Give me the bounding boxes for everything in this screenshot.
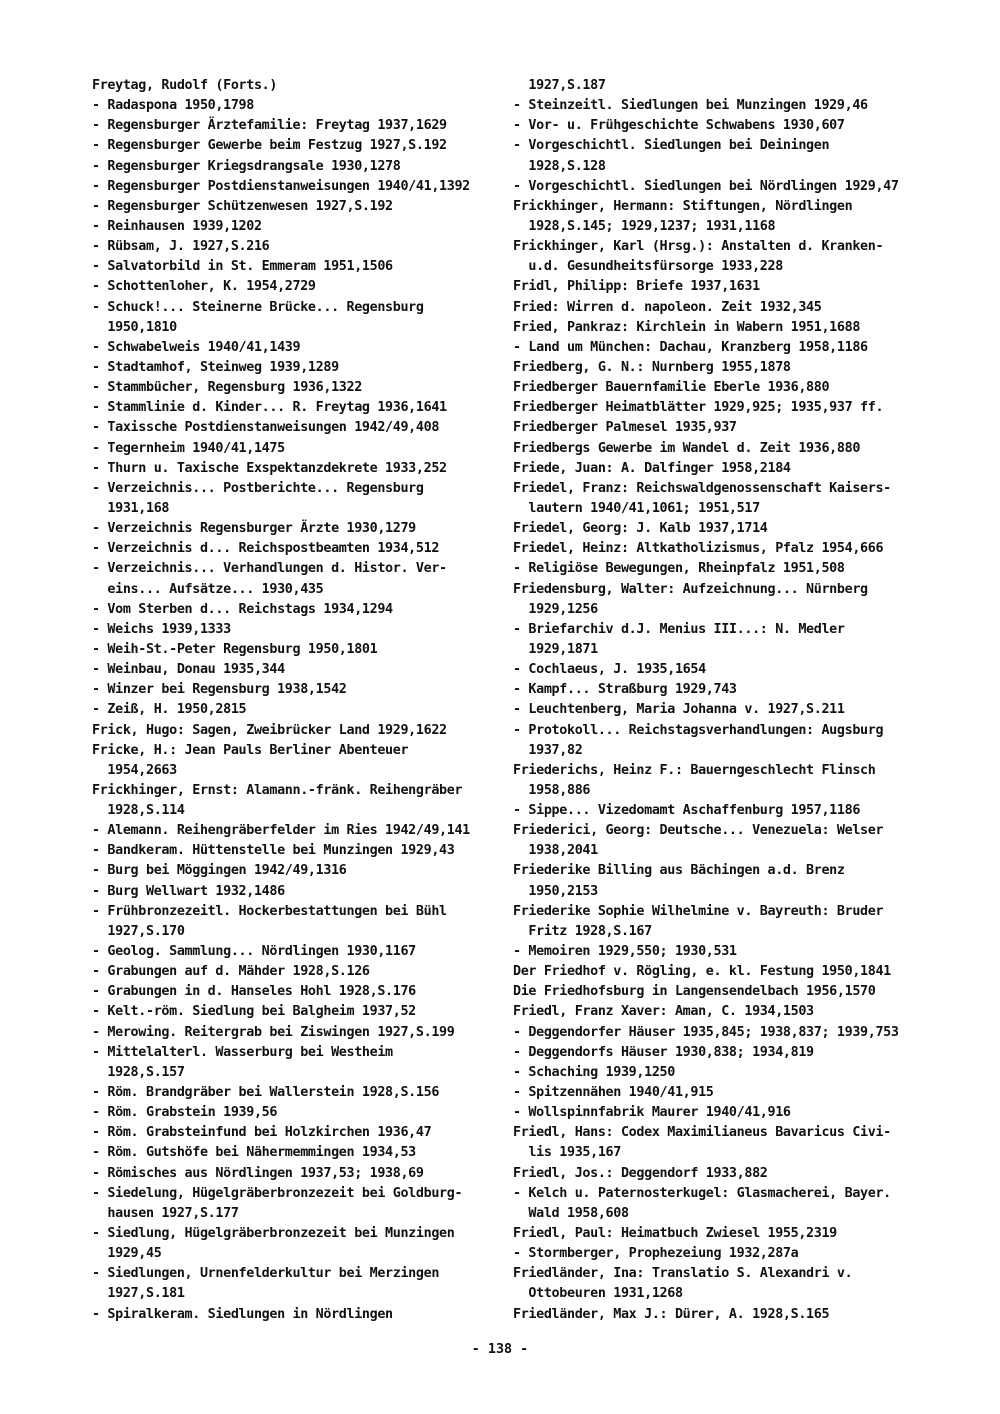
index-entry-line: Friedl, Hans: Codex Maximilianeus Bavaricus Civi-: [513, 1125, 891, 1141]
index-entry-line: - Burg Wellwart 1932,1486: [92, 883, 285, 899]
index-entry-line: Fried: Wirren d. napoleon. Zeit 1932,345: [513, 299, 822, 315]
index-entry-line: Friedberger Palmesel 1935,937: [513, 420, 737, 436]
index-entry-line: Friedensburg, Walter: Aufzeichnung... Nürnberg: [513, 581, 868, 597]
index-entry-line: - Siedlung, Hügelgräberbronzezeit bei Munzingen: [92, 1226, 455, 1242]
index-entry-line: Friedel, Georg: J. Kalb 1937,1714: [513, 521, 768, 537]
index-entry-line: Friederichs, Heinz F.: Bauerngeschlecht Flinsch: [513, 762, 876, 778]
index-entry-line: - Stormberger, Prophezeiung 1932,287a: [513, 1246, 799, 1262]
index-entry-line: 1937,82: [513, 742, 583, 758]
index-entry-line: 1929,1871: [513, 641, 598, 657]
index-entry-line: Friedberger Heimatblätter 1929,925; 1935,937 ff.: [513, 400, 884, 416]
index-entry-line: 1928,S.128: [513, 158, 606, 174]
index-entry-line: 1927,S.170: [92, 923, 185, 939]
index-entry-line: Friedl, Franz Xaver: Aman, C. 1934,1503: [513, 1004, 814, 1020]
index-entry-line: lautern 1940/41,1061; 1951,517: [513, 500, 760, 516]
index-entry-line: - Stammlinie d. Kinder... R. Freytag 1936,1641: [92, 400, 447, 416]
index-entry-line: - Land um München: Dachau, Kranzberg 1958,1186: [513, 339, 868, 355]
index-entry-line: 1929,1256: [513, 601, 598, 617]
index-entry-line: - Burg bei Möggingen 1942/49,1316: [92, 863, 347, 879]
index-entry-line: - Siedelung, Hügelgräberbronzezeit bei Goldburg-: [92, 1185, 463, 1201]
index-entry-line: Die Friedhofsburg in Langensendelbach 1956,1570: [513, 984, 876, 1000]
index-entry-line: - Radaspona 1950,1798: [92, 98, 254, 114]
index-entry-line: Friedbergs Gewerbe im Wandel d. Zeit 1936,880: [513, 440, 861, 456]
index-entry-line: 1958,886: [513, 782, 591, 798]
index-entry-line: - Stadtamhof, Steinweg 1939,1289: [92, 359, 339, 375]
index-entry-line: - Kampf... Straßburg 1929,743: [513, 682, 737, 698]
index-entry-line: - Regensburger Kriegsdrangsale 1930,1278: [92, 158, 401, 174]
index-entry-line: - Regensburger Postdienstanweisungen 1940/41,1392: [92, 178, 470, 194]
index-entry-line: - Spiralkeram. Siedlungen in Nördlingen: [92, 1306, 393, 1322]
index-entry-line: lis 1935,167: [513, 1145, 621, 1161]
index-entry-line: Friederici, Georg: Deutsche... Venezuela: Welser: [513, 823, 884, 839]
index-entry-line: 1950,2153: [513, 883, 598, 899]
index-entry-line: 1927,S.187: [513, 78, 606, 93]
index-entry-line: - Thurn u. Taxische Exspektanzdekrete 1933,252: [92, 460, 447, 476]
index-entry-line: Fridl, Philipp: Briefe 1937,1631: [513, 279, 760, 295]
index-entry-line: - Röm. Grabstein 1939,56: [92, 1105, 278, 1121]
index-entry-line: - Vorgeschichtl. Siedlungen bei Nördlingen 1929,47: [513, 178, 899, 194]
index-entry-line: - Vorgeschichtl. Siedlungen bei Deiningen: [513, 138, 830, 154]
index-entry-line: u.d. Gesundheitsfürsorge 1933,228: [513, 259, 783, 275]
index-entry-line: Frickhinger, Hermann: Stiftungen, Nördlingen: [513, 198, 853, 214]
index-entry-line: - Mittelalterl. Wasserburg bei Westheim: [92, 1044, 393, 1060]
index-entry-line: - Kelch u. Paternosterkugel: Glasmacherei, Bayer.: [513, 1185, 891, 1201]
index-entry-line: - Römisches aus Nördlingen 1937,53; 1938,69: [92, 1165, 424, 1181]
index-entry-line: - Regensburger Ärztefamilie: Freytag 1937,1629: [92, 118, 447, 134]
index-entry-line: eins... Aufsätze... 1930,435: [92, 581, 324, 597]
index-entry-line: Friedberg, G. N.: Nurnberg 1955,1878: [513, 359, 791, 375]
index-entry-line: - Winzer bei Regensburg 1938,1542: [92, 682, 347, 698]
index-entry-line: - Verzeichnis... Verhandlungen d. Histor. Ver-: [92, 561, 447, 577]
index-entry-line: - Spitzennähen 1940/41,915: [513, 1085, 714, 1101]
index-entry-line: - Vor- u. Frühgeschichte Schwabens 1930,607: [513, 118, 845, 134]
index-entry-line: - Kelt.-röm. Siedlung bei Balgheim 1937,52: [92, 1004, 416, 1020]
index-entry-line: - Alemann. Reihengräberfelder im Ries 1942/49,141: [92, 823, 470, 839]
index-entry-line: 1929,45: [92, 1246, 162, 1262]
index-entry-line: - Rübsam, J. 1927,S.216: [92, 239, 270, 255]
index-entry-line: - Röm. Grabsteinfund bei Holzkirchen 1936,47: [92, 1125, 432, 1141]
index-entry-line: - Stammbücher, Regensburg 1936,1322: [92, 380, 362, 396]
index-entry-line: - Tegernheim 1940/41,1475: [92, 440, 285, 456]
index-entry-line: 1950,1810: [92, 319, 177, 335]
index-entry-line: - Wollspinnfabrik Maurer 1940/41,916: [513, 1105, 791, 1121]
index-entry-line: - Röm. Brandgräber bei Wallerstein 1928,S.156: [92, 1085, 440, 1101]
index-entry-line: 1928,S.157: [92, 1064, 185, 1080]
index-entry-line: Friedl, Jos.: Deggendorf 1933,882: [513, 1165, 768, 1181]
index-entry-line: Der Friedhof v. Rögling, e. kl. Festung 1950,1841: [513, 964, 891, 980]
index-entry-line: Friedberger Bauernfamilie Eberle 1936,880: [513, 380, 830, 396]
index-entry-line: - Regensburger Gewerbe beim Festzug 1927,S.192: [92, 138, 447, 154]
index-entry-line: - Schaching 1939,1250: [513, 1064, 675, 1080]
index-entry-line: 1928,S.114: [92, 803, 185, 819]
index-entry-line: Ottobeuren 1931,1268: [513, 1286, 683, 1302]
index-entry-line: - Salvatorbild in St. Emmeram 1951,1506: [92, 259, 393, 275]
index-entry-line: Frickhinger, Ernst: Alamann.-fränk. Reihengräber: [92, 782, 463, 798]
index-column-left: [92, 76, 497, 1325]
index-entry-line: 1954,2663: [92, 762, 177, 778]
index-entry-line: - Röm. Gutshöfe bei Nähermemmingen 1934,53: [92, 1145, 416, 1161]
index-entry-line: - Briefarchiv d.J. Menius III...: N. Medler: [513, 621, 845, 637]
index-entry-line: - Geolog. Sammlung... Nördlingen 1930,1167: [92, 944, 416, 960]
index-entry-line: Frick, Hugo: Sagen, Zweibrücker Land 1929,1622: [92, 722, 447, 738]
index-entry-line: Freytag, Rudolf (Forts.): [92, 78, 278, 93]
index-entry-line: - Weih-St.-Peter Regensburg 1950,1801: [92, 641, 378, 657]
index-entry-line: - Religiöse Bewegungen, Rheinpfalz 1951,508: [513, 561, 845, 577]
index-entry-line: - Memoiren 1929,550; 1930,531: [513, 944, 737, 960]
index-entry-line: - Verzeichnis Regensburger Ärzte 1930,1279: [92, 521, 416, 537]
index-entry-line: Friedel, Franz: Reichswaldgenossenschaft Kaisers-: [513, 480, 891, 496]
index-entry-line: - Merowing. Reitergrab bei Ziswingen 1927,S.199: [92, 1024, 455, 1040]
index-entry-line: - Leuchtenberg, Maria Johanna v. 1927,S.211: [513, 702, 845, 718]
index-entry-line: 1927,S.181: [92, 1286, 185, 1302]
index-entry-line: - Weinbau, Donau 1935,344: [92, 662, 285, 678]
index-entry-line: Frickhinger, Karl (Hrsg.): Anstalten d. Kranken-: [513, 239, 884, 255]
index-entry-line: - Bandkeram. Hüttenstelle bei Munzingen 1929,43: [92, 843, 455, 859]
index-entry-line: Friedl, Paul: Heimatbuch Zwiesel 1955,2319: [513, 1226, 837, 1242]
index-entry-line: - Schwabelweis 1940/41,1439: [92, 339, 301, 355]
index-entry-line: - Steinzeitl. Siedlungen bei Munzingen 1929,46: [513, 98, 868, 114]
index-entry-line: - Grabungen in d. Hanseles Hohl 1928,S.176: [92, 984, 416, 1000]
index-entry-line: Fricke, H.: Jean Pauls Berliner Abenteuer: [92, 742, 409, 758]
index-entry-line: Fried, Pankraz: Kirchlein in Wabern 1951,1688: [513, 319, 861, 335]
index-entry-line: - Cochlaeus, J. 1935,1654: [513, 662, 706, 678]
index-column-right: [513, 76, 918, 1325]
index-entry-line: - Schottenloher, K. 1954,2729: [92, 279, 316, 295]
index-entry-line: 1928,S.145; 1929,1237; 1931,1168: [513, 218, 776, 234]
index-entry-line: - Grabungen auf d. Mähder 1928,S.126: [92, 964, 370, 980]
page-number: - 138 -: [471, 1342, 529, 1357]
index-entry-line: - Weichs 1939,1333: [92, 621, 231, 637]
index-entry-line: hausen 1927,S.177: [92, 1205, 239, 1221]
index-entry-line: Wald 1958,608: [513, 1205, 629, 1221]
index-entry-line: - Vom Sterben d... Reichstags 1934,1294: [92, 601, 393, 617]
index-entry-line: Friede, Juan: A. Dalfinger 1958,2184: [513, 460, 791, 476]
index-entry-line: Friedländer, Max J.: Dürer, A. 1928,S.165: [513, 1306, 830, 1322]
index-entry-line: 1931,168: [92, 500, 170, 516]
index-entry-line: - Sippe... Vizedomamt Aschaffenburg 1957,1186: [513, 803, 861, 819]
index-entry-line: - Deggendorfs Häuser 1930,838; 1934,819: [513, 1044, 814, 1060]
index-entry-line: - Zeiß, H. 1950,2815: [92, 702, 247, 718]
index-entry-line: - Taxissche Postdienstanweisungen 1942/49,408: [92, 420, 440, 436]
index-entry-line: - Schuck!... Steinerne Brücke... Regensburg: [92, 299, 424, 315]
index-entry-line: Fritz 1928,S.167: [513, 923, 652, 939]
index-entry-line: 1938,2041: [513, 843, 598, 859]
index-entry-line: - Frühbronzezeitl. Hockerbestattungen bei Bühl: [92, 903, 447, 919]
index-entry-line: - Verzeichnis... Postberichte... Regensburg: [92, 480, 424, 496]
index-entry-line: - Deggendorfer Häuser 1935,845; 1938,837; 1939,753: [513, 1024, 899, 1040]
index-entry-line: Friederike Billing aus Bächingen a.d. Brenz: [513, 863, 845, 879]
index-entry-line: Friederike Sophie Wilhelmine v. Bayreuth: Bruder: [513, 903, 884, 919]
index-entry-line: Friedel, Heinz: Altkatholizismus, Pfalz 1954,666: [513, 541, 884, 557]
index-entry-line: - Reinhausen 1939,1202: [92, 218, 262, 234]
index-entry-line: - Siedlungen, Urnenfelderkultur bei Merzingen: [92, 1266, 440, 1282]
index-entry-line: - Verzeichnis d... Reichspostbeamten 1934,512: [92, 541, 440, 557]
index-entry-line: - Regensburger Schützenwesen 1927,S.192: [92, 198, 393, 214]
index-entry-line: Friedländer, Ina: Translatio S. Alexandri v.: [513, 1266, 853, 1282]
index-entry-line: - Protokoll... Reichstagsverhandlungen: Augsburg: [513, 722, 884, 738]
